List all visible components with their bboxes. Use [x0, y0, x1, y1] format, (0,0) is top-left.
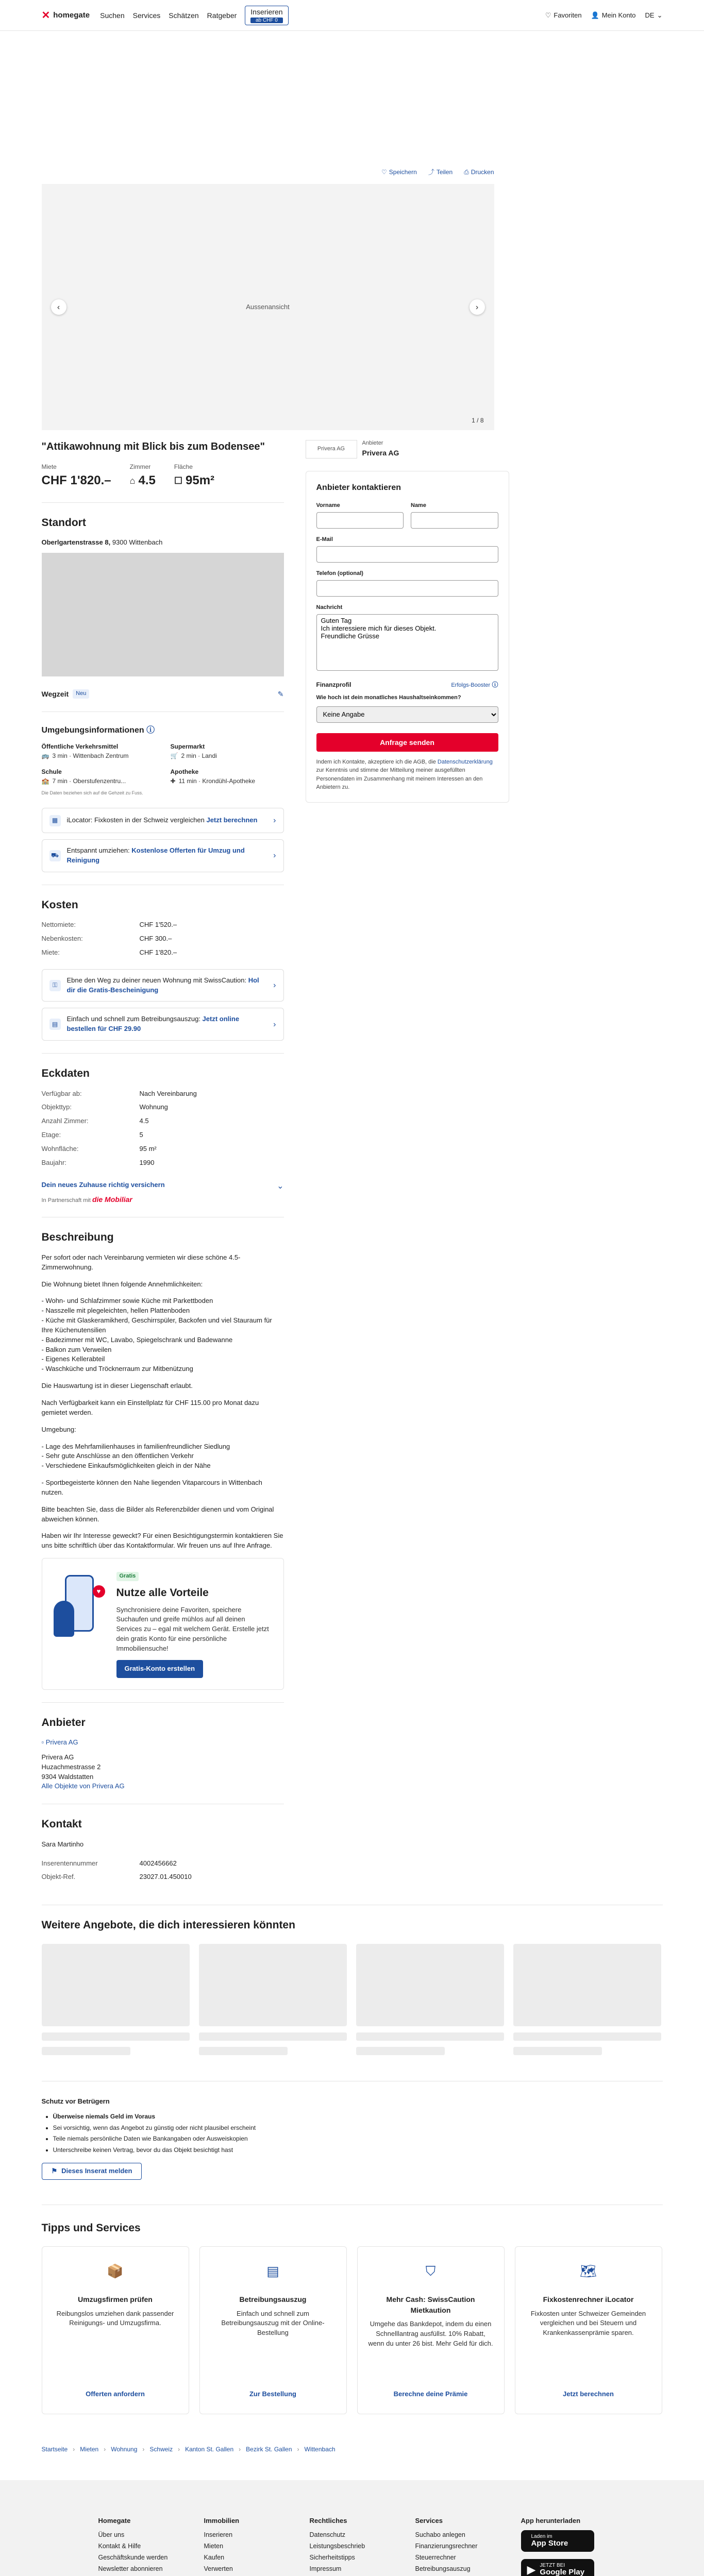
save-button[interactable] [381, 168, 417, 177]
flag-icon: ⚑ [51, 2167, 58, 2175]
details-heading: Eckdaten [41, 1067, 90, 1080]
promo-link[interactable]: Jetzt online bestellen für CHF 29.90 [66, 1015, 240, 1033]
footer-link[interactable]: Mieten [204, 2542, 224, 2550]
fraud-tip: • Unterschreibe keinen Vertrag, bevor du das Objekt besichtigt hast [53, 2146, 663, 2155]
promo-link[interactable]: Jetzt berechnen [206, 816, 258, 824]
contact-form-title: Anbieter kontaktieren [316, 483, 401, 492]
detail-value: Wohnung [139, 1103, 168, 1111]
detail-value: 95 m² [139, 1144, 157, 1153]
firstname-label: Vorname [316, 502, 340, 509]
area-icon: ☐ [174, 476, 182, 486]
contact-person: Sara Martinho [41, 1840, 84, 1848]
tip-title: Betreibungsauszug [239, 2295, 307, 2304]
description-paragraph: Haben wir Ihr Interesse geweckt? Für einen Besichtigungstermin kontaktieren Sie uns bitte schriftlich über das Kontaktformular. Wir freuen uns auf Ihre Anfrage. [41, 1532, 283, 1550]
mobiliar-partner-text: In Partnerschaft mit [41, 1197, 91, 1204]
document-icon: ▤ [49, 1019, 61, 1030]
contact-form [306, 471, 509, 803]
key-facts [42, 463, 284, 489]
nav-item-services[interactable]: Services [132, 11, 161, 20]
image-gallery[interactable] [42, 184, 494, 430]
provider-line: Huzachmestrasse 2 [41, 1762, 101, 1771]
description [42, 1230, 284, 1551]
cost-value: CHF 300.– [139, 935, 172, 943]
footer-link[interactable]: Inserieren [204, 2531, 233, 2538]
contact-value: 23027.01.450010 [139, 1873, 192, 1881]
chevron-left-icon: ‹ [57, 302, 60, 312]
finance-booster-link[interactable]: Erfolgs-Booster [451, 682, 491, 688]
truck-icon: ⛟ [49, 850, 61, 861]
document-icon: ▤ [266, 2263, 279, 2279]
footer-link[interactable]: Verwerten [204, 2565, 233, 2572]
breadcrumb-item[interactable]: Wittenbach [304, 2446, 336, 2453]
heart-icon: ♡ [381, 168, 387, 176]
register-title: Nutze alle Vorteile [116, 1587, 209, 1599]
info-icon[interactable]: ⓘ [492, 681, 498, 688]
tip-card-debt-extract[interactable] [199, 2246, 347, 2414]
commute-label: Wegzeit [41, 689, 69, 698]
favourites-link[interactable] [545, 11, 582, 21]
homegate-logo[interactable] [42, 8, 90, 23]
account-label: Mein Konto [601, 11, 636, 19]
info-icon[interactable]: ⓘ [146, 726, 155, 735]
print-button[interactable] [464, 168, 494, 177]
privacy-link[interactable]: Datenschutzerklärung [437, 758, 493, 765]
listing-card-placeholder[interactable] [513, 1944, 661, 2055]
sidebar [306, 430, 509, 802]
box-icon: 📦 [107, 2263, 124, 2279]
detail-value: Nach Vereinbarung [139, 1089, 197, 1097]
commute-time-row[interactable] [42, 689, 284, 699]
address-city: 9300 Wittenbach [112, 538, 163, 547]
listing-card-placeholder[interactable] [199, 1944, 347, 2055]
print-label: Drucken [471, 168, 494, 176]
footer-heading: Rechtliches [309, 2516, 347, 2524]
rent-fact [42, 463, 111, 489]
footer-col-legal [310, 2516, 395, 2576]
detail-key: Anzahl Zimmer: [41, 1117, 89, 1125]
rooms-icon: ⌂ [129, 476, 136, 486]
description-paragraph: Bitte beachten Sie, dass die Bilder als Referenzbilder dienen und vom Original abweichen können. [41, 1505, 274, 1523]
cost-key: Nebenkosten: [41, 935, 83, 943]
surroundings-category: Supermarkt [170, 743, 205, 751]
description-paragraph: Die Hauswartung ist in dieser Liegenschaft erlaubt. [41, 1382, 193, 1390]
tip-link[interactable]: Zur Bestellung [249, 2390, 296, 2398]
address-street: Oberlgartenstrasse 8, [41, 538, 111, 547]
rooms-label: Zimmer [129, 463, 151, 471]
firstname-input[interactable] [316, 512, 404, 529]
tip-link[interactable]: Jetzt berechnen [563, 2390, 614, 2398]
phone-label: Telefon (optional) [316, 570, 363, 577]
area-fact [174, 463, 214, 489]
user-icon: 👤 [591, 11, 599, 19]
legal-text [316, 758, 498, 792]
chevron-right-icon: › [273, 816, 276, 825]
new-badge: Neu [73, 689, 89, 699]
playstore-label: Google Play [540, 2567, 585, 2576]
calculator-icon: ▦ [49, 815, 61, 826]
promo-text: Ebne den Weg zu deiner neuen Wohnung mit SwissCaution: [66, 976, 248, 984]
site-header [0, 0, 704, 31]
provider-logo-alt: Privera AG [45, 1738, 78, 1747]
nav-item-schaetzen[interactable]: Schätzen [169, 11, 199, 20]
cost-value: CHF 1'520.– [139, 921, 177, 929]
tip-link[interactable]: Offerten anfordern [86, 2390, 145, 2398]
environment-list [42, 1442, 284, 1471]
chevron-right-icon: › [475, 302, 479, 312]
promo-link[interactable]: Kostenlose Offerten für Umzug und Reinigung [66, 846, 245, 864]
tip-text: Umgehe das Bankdepot, indem du einen Schnelllantrag ausfüllst. 10% Rabatt, wenn du unter 26 bist. Mehr Geld für dich. [368, 2319, 493, 2347]
surroundings-pharmacy [171, 768, 284, 786]
costs-heading: Kosten [41, 899, 78, 911]
feature-item: - Küche mit Glaskeramikherd, Geschirrspüler, Backofen und viel Stauraum für Ihre Küchenutensilien [41, 1316, 272, 1334]
contact-table [42, 1859, 284, 1883]
sidebar-provider [306, 430, 509, 458]
shield-icon: ⛉ [425, 2263, 436, 2279]
breadcrumb-item[interactable]: Bezirk St. Gallen [246, 2446, 292, 2453]
message-textarea[interactable] [316, 614, 498, 671]
description-paragraph: - Sportbegeisterte können den Nahe liegenden Vitaparcours in Wittenbach nutzen. [41, 1479, 262, 1496]
appstore-small: Laden im [531, 2533, 552, 2539]
footer-link[interactable]: Kaufen [204, 2553, 225, 2561]
create-account-button[interactable]: Gratis-Konto erstellen [116, 1660, 204, 1678]
tips-heading: Tipps und Services [41, 2222, 141, 2234]
surroundings-heading-text: Umgebungsinformationen [41, 726, 144, 735]
description-paragraph: Per sofort oder nach Vereinbarung vermieten wir diese schöne 4.5-Zimmerwohnung. [41, 1253, 241, 1271]
provider-line: Privera AG [41, 1753, 74, 1761]
ad-space [0, 31, 704, 134]
description-paragraph: Die Wohnung bietet Ihnen folgende Annehmlichkeiten: [41, 1280, 203, 1288]
environment-item: - Lage des Mehrfamilienhauses in familienfreundlicher Siedlung [41, 1442, 230, 1450]
chevron-right-icon: › [273, 1020, 276, 1029]
free-badge: Gratis [116, 1572, 139, 1581]
tip-link[interactable]: Berechne deine Prämie [393, 2390, 468, 2398]
provider-line: 9304 Waldstatten [41, 1772, 94, 1781]
feature-item: - Badezimmer mit WC, Lavabo, Spiegelschrank und Badewanne [41, 1335, 233, 1344]
language-label: DE [645, 11, 655, 19]
description-paragraph: Umgebung: [41, 1425, 76, 1433]
pharmacy-icon: ✚ [170, 777, 176, 785]
detail-key: Wohnfläche: [41, 1144, 79, 1153]
email-label: E-Mail [316, 536, 333, 543]
print-icon: ⎙ [464, 168, 469, 176]
footer-col-services [415, 2516, 500, 2576]
surroundings-heading [42, 724, 284, 736]
site-footer [0, 2480, 704, 2576]
insert-label: Inserieren [250, 7, 283, 16]
legal-post: zur Kenntnis und stimme der Mitteilung meiner ausgefüllten Personendaten im Zusammenhang mit meinem Interessen an den Anbietern zu. [316, 767, 483, 791]
feature-item: - Balkon zum Verweilen [41, 1345, 112, 1353]
send-request-button[interactable]: Anfrage senden [316, 733, 498, 752]
chevron-right-icon: › [273, 981, 276, 990]
google-play-icon: ▶ [527, 2563, 536, 2576]
share-icon: ⤴ [428, 168, 434, 176]
listing-actions [42, 134, 494, 184]
person-icon [54, 1601, 74, 1637]
detail-value: 5 [139, 1131, 143, 1139]
playstore-small: JETZT BEI [540, 2562, 565, 2568]
footer-col-immobilien [204, 2516, 289, 2576]
promo-ilocator[interactable] [42, 808, 284, 833]
description-paragraph: Nach Verfügbarkeit kann ein Einstellplatz für CHF 115.00 pro Monat dazu gemietet werden. [41, 1399, 259, 1416]
surroundings-value: 2 min · Landi [181, 752, 217, 759]
cost-key: Nettomiete: [41, 921, 76, 929]
footer-col-homegate [98, 2516, 183, 2576]
gallery-prev-button[interactable] [51, 299, 66, 315]
map-icon: 🗺 [579, 2263, 597, 2279]
provider-name: Privera AG [362, 449, 399, 457]
promo-text: Entspannt umziehen: [66, 846, 132, 855]
contact-heading: Kontakt [41, 1818, 82, 1831]
promo-swisscaution[interactable] [42, 969, 284, 1002]
account-link[interactable] [591, 11, 636, 21]
fraud-protection [42, 2081, 663, 2180]
surroundings-supermarket [171, 742, 284, 760]
provider-logo[interactable]: ▫ Privera AG [41, 1738, 78, 1747]
surroundings-category: Öffentliche Verkehrsmittel [41, 743, 119, 751]
breadcrumb-item[interactable]: Wohnung [111, 2446, 138, 2453]
listing-card-placeholder[interactable] [356, 1944, 504, 2055]
footer-col-apps [521, 2516, 606, 2576]
location-heading: Standort [41, 516, 86, 529]
appstore-label: App Store [531, 2538, 568, 2548]
finance-label: Finanzprofil [316, 681, 351, 689]
share-button[interactable] [428, 168, 452, 177]
surroundings-category: Apotheke [170, 768, 199, 776]
lastname-input[interactable] [411, 512, 498, 529]
description-heading: Beschreibung [41, 1231, 114, 1244]
mobiliar-link[interactable]: Dein neues Zuhause richtig versichern [41, 1180, 165, 1189]
footer-link[interactable]: Suchabo anlegen [415, 2531, 465, 2538]
detail-key: Objekttyp: [41, 1103, 72, 1111]
breadcrumb-item[interactable]: Kanton St. Gallen [185, 2446, 234, 2453]
breadcrumb-item[interactable]: Mieten [80, 2446, 99, 2453]
promo-debt-extract[interactable] [42, 1008, 284, 1041]
footer-heading: Immobilien [204, 2516, 240, 2524]
fraud-heading: Schutz vor Betrügern [41, 2097, 110, 2105]
save-label: Speichern [389, 168, 417, 176]
footer-link[interactable]: Geschäftskunde werden [98, 2553, 168, 2561]
area-value: 95m² [186, 473, 215, 487]
tip-text: Reibungslos umziehen dank passender Reinigungs- und Umzugsfirma. [56, 2309, 174, 2327]
income-select[interactable] [316, 706, 498, 723]
listing-title: "Attikawohnung mit Blick bis zum Bodensee" [41, 441, 265, 453]
provider-logo-alt: Privera AG [317, 445, 345, 452]
finance-question: Wie hoch ist dein monatliches Haushaltseinkommen? [316, 694, 461, 701]
gallery-next-button[interactable] [470, 299, 485, 315]
listing-card-placeholder[interactable] [42, 1944, 190, 2055]
promo-link[interactable]: Hol dir die Gratis-Bescheinigung [66, 976, 259, 994]
detail-key: Baujahr: [41, 1158, 66, 1166]
address [42, 538, 284, 548]
rooms-fact [130, 463, 156, 489]
footer-heading: App herunterladen [521, 2516, 581, 2524]
feature-item: - Wohn- und Schlafzimmer sowie Küche mit Parkettboden [41, 1297, 213, 1305]
footer-link[interactable]: Betreibungsauszug [415, 2565, 471, 2572]
fraud-tip: • Sei vorsichtig, wenn das Angebot zu günstig oder nicht plausibel erscheint [53, 2124, 663, 2132]
language-switcher[interactable] [645, 11, 663, 21]
environment-item: - Sehr gute Anschlüsse an den öffentlichen Verkehr [41, 1452, 194, 1460]
edit-icon[interactable]: ✎ [277, 689, 284, 698]
details-table [42, 1089, 284, 1168]
rooms-value: 4.5 [138, 473, 156, 487]
tip-card-deposit[interactable] [357, 2246, 505, 2414]
register-text: Synchronisiere deine Favoriten, speichere Suchaufen und greife mühlos auf all deinen Services zu – egal mit welchem Gerät. Erstelle jetzt dein gratis Konto für eine persönliche Immobiliensuche! [116, 1605, 269, 1652]
footer-link[interactable]: Sicherheitstipps [309, 2553, 355, 2561]
heart-icon: ♥ [93, 1585, 105, 1598]
provider-address [42, 1753, 284, 1791]
surroundings-note: Die Daten beziehen sich auf die Gehzeit zu Fuss. [41, 790, 143, 795]
google-play-button[interactable] [521, 2559, 594, 2576]
surroundings-value: 11 min · Krondühl-Apotheke [178, 777, 256, 785]
tip-title: Umzugsfirmen prüfen [78, 2295, 153, 2304]
gallery-image-alt: Aussenansicht [246, 302, 290, 311]
bus-icon: 🚌 [41, 752, 49, 759]
area-label: Fläche [174, 463, 193, 471]
contact-value: 4002456662 [139, 1859, 177, 1867]
footer-link[interactable]: Datenschutz [309, 2531, 345, 2538]
cost-key: Miete: [41, 948, 60, 956]
surroundings-value: 3 min · Wittenbach Zentrum [52, 752, 129, 759]
similar-heading: Weitere Angebote, die dich interessieren könnten [41, 1919, 295, 1931]
cost-value: CHF 1'820.– [139, 948, 177, 956]
promo-text: iLocator: Fixkosten in der Schweiz vergleichen [66, 816, 207, 824]
rent-value: CHF 1'820.– [41, 473, 111, 487]
brand-name: homegate [53, 11, 90, 20]
app-store-button[interactable] [521, 2530, 594, 2552]
provider-heading: Anbieter [41, 1716, 86, 1728]
tip-title: Mehr Cash: SwissCaution Mietkaution [386, 2295, 475, 2314]
feature-list [42, 1296, 284, 1374]
feature-item: - Waschküche und Tröcknerraum zur Mitbenützung [41, 1365, 193, 1373]
homegate-logo-icon: ✕ [41, 9, 51, 21]
legal-pre: Indem ich Kontakte, akzeptiere ich die AGB, die [316, 758, 438, 765]
detail-value: 4.5 [139, 1117, 149, 1125]
cart-icon: 🛒 [170, 752, 178, 759]
footer-link[interactable]: Leistungsbeschrieb [309, 2542, 365, 2550]
tip-text: Einfach und schnell zum Betreibungsauszug mit der Online-Bestellung [221, 2309, 325, 2337]
main-nav [100, 6, 288, 25]
contact-key: Inserentennummer [41, 1859, 98, 1867]
tip-card-ilocator[interactable] [515, 2246, 662, 2414]
tip-text: Fixkosten unter Schweizer Gemeinden vergleichen und bei Steuern und Krankenkassenprämie sparen. [530, 2309, 646, 2337]
key-icon: ⚿ [49, 980, 61, 991]
nav-item-suchen[interactable]: Suchen [100, 11, 125, 20]
footer-link[interactable]: Impressum [309, 2565, 342, 2572]
phone-input[interactable] [316, 580, 498, 597]
report-listing-button[interactable] [42, 2163, 142, 2180]
surroundings-transport [42, 742, 155, 760]
chevron-down-icon[interactable]: ⌄ [277, 1181, 284, 1191]
heart-icon: ♡ [545, 11, 551, 19]
nav-item-ratgeber[interactable]: Ratgeber [207, 11, 237, 20]
fraud-tip: • Teile niemals persönliche Daten wie Bankangaben oder Ausweiskopien [53, 2134, 663, 2143]
rent-label: Miete [41, 463, 57, 471]
finance-profile-row [316, 681, 498, 690]
email-input[interactable] [316, 546, 498, 563]
promo-text: Einfach und schnell zum Betreibungsauszug: [66, 1015, 203, 1023]
mobiliar-logo: die Mobiliar [92, 1195, 132, 1204]
fraud-tip: • Überweise niemals Geld im Voraus [53, 2112, 663, 2121]
gallery-counter: 1 / 8 [472, 417, 484, 424]
breadcrumb-item[interactable]: Startseite [41, 2446, 68, 2453]
chevron-down-icon: ⌄ [657, 11, 663, 19]
footer-heading: Services [415, 2516, 443, 2524]
mobiliar-insurance[interactable] [42, 1180, 284, 1205]
contact-key: Objekt-Ref. [41, 1873, 76, 1881]
register-promo [42, 1558, 284, 1689]
lastname-label: Name [411, 502, 426, 509]
provider-logo[interactable] [306, 440, 357, 459]
tips-and-services [42, 2205, 663, 2414]
share-label: Teilen [436, 168, 453, 176]
message-label: Nachricht [316, 604, 343, 611]
footer-heading: Homegate [98, 2516, 131, 2524]
surroundings-value: 7 min · Oberstufenzentru... [52, 777, 126, 785]
main-column [42, 430, 284, 1882]
header-user-area [545, 11, 663, 21]
footer-link[interactable]: Finanzierungsrechner [415, 2542, 478, 2550]
breadcrumb-item[interactable]: Schweiz [149, 2446, 173, 2453]
footer-link[interactable]: Steuerrechner [415, 2553, 456, 2561]
detail-value: 1990 [139, 1158, 155, 1166]
surroundings-grid [42, 742, 284, 786]
chevron-right-icon: › [273, 851, 276, 860]
detail-key: Verfügbar ab: [41, 1089, 82, 1097]
school-icon: 🏫 [41, 777, 49, 785]
report-label: Dieses Inserat melden [61, 2167, 132, 2175]
surroundings-category: Schule [41, 768, 62, 776]
footer-link[interactable]: Kontakt & Hilfe [98, 2542, 141, 2550]
insert-button[interactable] [245, 6, 288, 25]
promo-moving[interactable] [42, 839, 284, 872]
location-map[interactable] [42, 553, 284, 676]
costs-table [42, 920, 284, 958]
all-objects-link[interactable]: Alle Objekte von Privera AG [41, 1782, 125, 1790]
footer-link[interactable]: Newsletter abonnieren [98, 2565, 163, 2572]
register-illustration [54, 1570, 105, 1642]
tip-card-moving[interactable] [42, 2246, 189, 2414]
footer-link[interactable]: Über uns [98, 2531, 125, 2538]
similar-listings [42, 1918, 663, 2055]
favourites-label: Favoriten [554, 11, 582, 19]
detail-key: Etage: [41, 1131, 61, 1139]
feature-item: - Eigenes Kellerabteil [41, 1355, 105, 1363]
feature-item: - Nasszelle mit plegeleichten, hellen Plattenboden [41, 1307, 190, 1315]
surroundings-school [42, 768, 155, 786]
tip-title: Fixkostenrechner iLocator [543, 2295, 634, 2304]
breadcrumb: Startseite › Mieten › Wohnung › Schweiz › Kanton St. Gallen › Bezirk St. Gallen › Wittenbach [42, 2445, 663, 2454]
insert-price-badge: ab CHF 0 [250, 18, 282, 24]
environment-item: - Verschiedene Einkaufsmöglichkeiten gleich in der Nähe [41, 1462, 211, 1470]
provider-label: Anbieter [362, 440, 383, 447]
